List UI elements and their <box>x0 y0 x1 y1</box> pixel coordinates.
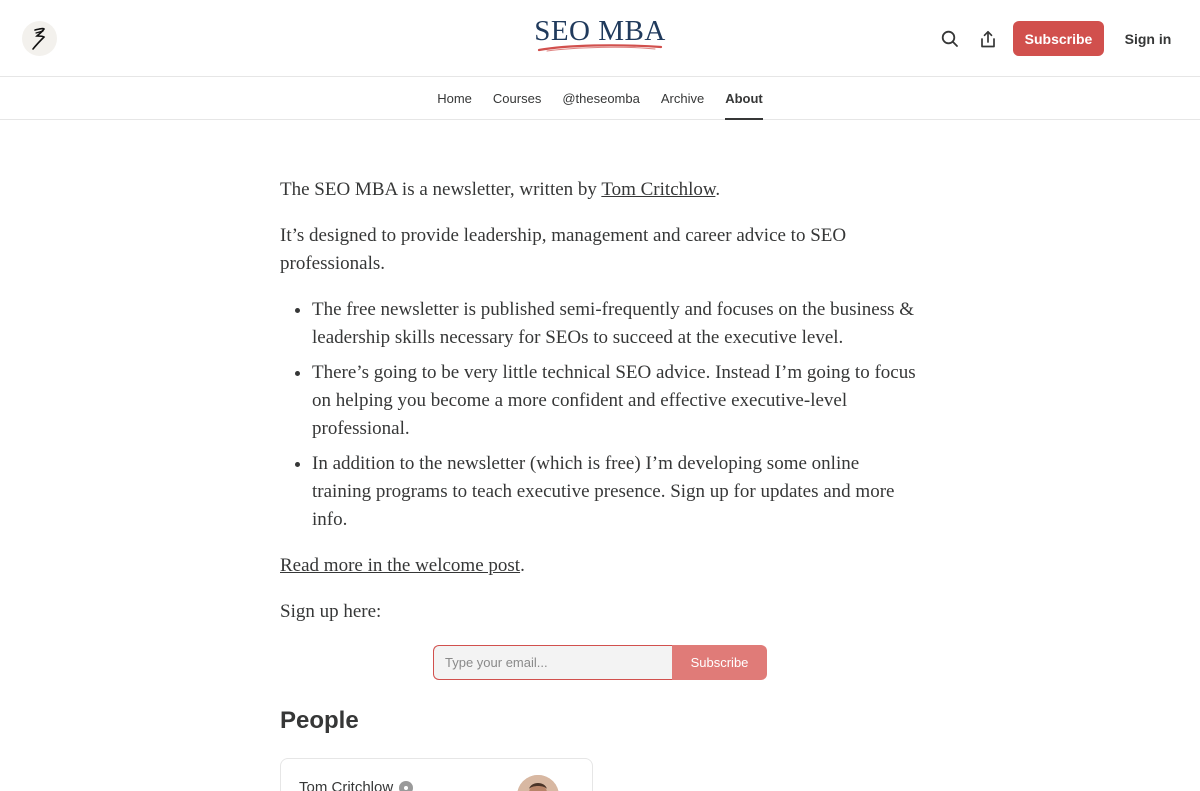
header-subscribe-button[interactable]: Subscribe <box>1013 21 1104 56</box>
author-link[interactable]: Tom Critchlow <box>601 179 716 200</box>
people-heading: People <box>280 707 359 734</box>
share-button[interactable] <box>976 27 1000 51</box>
avatar <box>517 775 559 791</box>
brand-wordmark[interactable] <box>500 14 700 52</box>
person-name: Tom Critchlow <box>299 779 394 791</box>
list-item: • The free newsletter is published semi-frequently and focuses on the business & leadership skills necessary for SEOs to succeed at the executive level. <box>312 296 920 352</box>
welcome-post-link[interactable]: Read more in the welcome post <box>280 555 521 576</box>
nav-item-theseomba[interactable]: @theseomba <box>562 91 640 106</box>
search-button[interactable] <box>938 27 962 51</box>
nav-item-courses[interactable]: Courses <box>492 91 542 106</box>
top-header <box>0 0 1200 77</box>
list-item: • There’s going to be very little technical SEO advice. Instead I’m going to focus on helping you become a more confident and effective executive-level professional. <box>312 359 920 443</box>
verified-badge-icon <box>399 781 413 791</box>
read-more-suffix: . <box>520 555 525 576</box>
search-icon <box>941 30 959 48</box>
sign-in-button[interactable]: Sign in <box>1124 30 1172 47</box>
read-more-paragraph <box>280 552 920 580</box>
intro-paragraph <box>280 176 920 204</box>
email-input[interactable] <box>433 645 672 680</box>
designed-paragraph: It’s designed to provide leadership, management and career advice to SEO professionals. <box>280 225 847 274</box>
brand-title: SEO MBA <box>534 15 666 47</box>
intro-suffix: . <box>715 179 721 200</box>
person-name-row <box>299 779 413 791</box>
publication-logo[interactable] <box>22 21 57 56</box>
email-signup-form <box>433 645 767 680</box>
about-body <box>280 176 920 644</box>
intro-text: The SEO MBA is a newsletter, written by <box>280 179 602 200</box>
nav-item-archive[interactable]: Archive <box>660 91 705 106</box>
nav-item-home[interactable]: Home <box>437 91 472 106</box>
form-subscribe-button[interactable]: Subscribe <box>672 645 767 680</box>
logo-scribble-icon <box>29 26 51 52</box>
person-card[interactable] <box>280 758 593 791</box>
feature-list <box>312 296 920 534</box>
signup-prompt: Sign up here: <box>280 601 382 622</box>
share-icon <box>979 30 997 49</box>
nav-item-about[interactable]: About <box>725 77 763 120</box>
list-item: • In addition to the newsletter (which is free) I’m developing some online training programs to teach executive presence. Sign up for updates and more info. <box>312 450 920 534</box>
section-nav <box>0 77 1200 120</box>
